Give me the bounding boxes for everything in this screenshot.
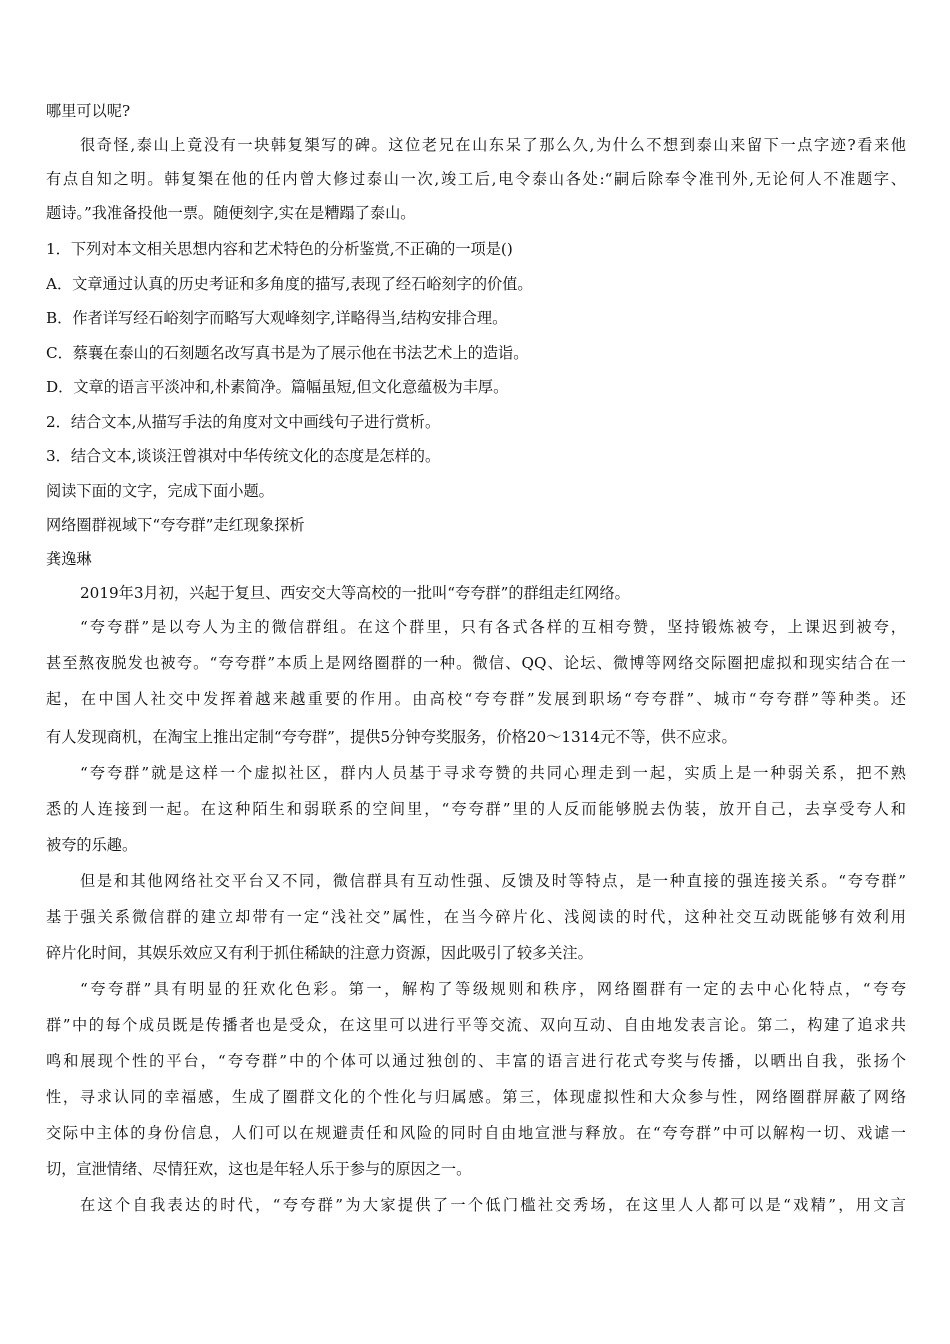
text-line: 有人发现商机，在淘宝上推出定制“夸夸群”，提供5分钟夸奖服务，价格20～1314元不等，供不应求。 (46, 728, 737, 746)
text-line: 题诗。”我准备投他一票。随便刻字,实在是糟蹋了泰山。 (46, 204, 416, 222)
text-line: 切，宣泄情绪、尽情狂欢，这也是年轻人乐于参与的原因之一。 (46, 1160, 472, 1178)
text-line: “夸夸群”是以夸人为主的微信群组。在这个群里，只有各式各样的互相夸赞，坚持锻炼被夸，上课迟到被夸， (80, 618, 906, 636)
question-stem: 1．下列对本文相关思想内容和艺术特色的分析鉴赏,不正确的一项是() (46, 240, 513, 258)
text-line: 悉的人连接到一起。在这种陌生和弱联系的空间里，“夸夸群”里的人反而能够脱去伪装，放开自己，去享受夸人和 (46, 800, 906, 818)
text-line: 交际中主体的身份信息，人们可以在规避责任和风险的同时自由地宣泄与释放。在“夸夸群”中可以解构一切、戏谑一 (46, 1124, 906, 1142)
option-d: D．文章的语言平淡冲和,朴素简净。篇幅虽短,但文化意蕴极为丰厚。 (46, 378, 509, 396)
text-line: “夸夸群”就是这样一个虚拟社区，群内人员基于寻求夸赞的共同心理走到一起，实质上是一种弱关系，把不熟 (80, 764, 906, 782)
question-2: 2．结合文本,从描写手法的角度对文中画线句子进行赏析。 (46, 413, 441, 431)
text-line: 群”中的每个成员既是传播者也是受众，在这里可以进行平等交流、双向互动、自由地发表言论。第二，构建了追求共 (46, 1016, 906, 1034)
option-c: C．蔡襄在泰山的石刻题名改写真书是为了展示他在书法艺术上的造诣。 (46, 344, 529, 362)
article-title: 网络圈群视域下“夸夸群”走红现象探析 (46, 516, 305, 534)
text-line: 起，在中国人社交中发挥着越来越重要的作用。由高校“夸夸群”发展到职场“夸夸群”、城市“夸夸群”等种类。还 (46, 690, 906, 708)
text-line: 2019年3月初，兴起于复旦、西安交大等高校的一批叫“夸夸群”的群组走红网络。 (80, 584, 630, 602)
text-line: 被夸的乐趣。 (46, 836, 138, 854)
article-author: 龚逸琳 (46, 550, 92, 568)
instruction: 阅读下面的文字，完成下面小题。 (46, 482, 274, 500)
text-line: 哪里可以呢? (46, 102, 131, 120)
text-line: 但是和其他网络社交平台又不同，微信群具有互动性强、反馈及时等特点，是一种直接的强连接关系。“夸夸群” (80, 872, 906, 890)
option-a: A．文章通过认真的历史考证和多角度的描写,表现了经石峪刻字的价值。 (46, 275, 533, 293)
text-line: “夸夸群”具有明显的狂欢化色彩。第一，解构了等级规则和秩序，网络圈群有一定的去中心化特点，“夸夸 (80, 980, 906, 998)
text-line: 很奇怪,泰山上竟没有一块韩复榘写的碑。这位老兄在山东呆了那么久,为什么不想到泰山来留下一点字迹?看来他 (80, 136, 906, 154)
option-b: B．作者详写经石峪刻字而略写大观峰刻字,详略得当,结构安排合理。 (46, 309, 508, 327)
text-line: 鸣和展现个性的平台，“夸夸群”中的个体可以通过独创的、丰富的语言进行花式夸奖与传播，以晒出自我，张扬个 (46, 1052, 906, 1070)
text-line: 甚至熬夜脱发也被夸。“夸夸群”本质上是网络圈群的一种。微信、QQ、论坛、微博等网络交际圈把虚拟和现实结合在一 (46, 654, 906, 672)
text-line: 碎片化时间，其娱乐效应又有利于抓住稀缺的注意力资源，因此吸引了较多关注。 (46, 944, 593, 962)
text-line: 基于强关系微信群的建立却带有一定“浅社交”属性，在当今碎片化、浅阅读的时代，这种社交互动既能够有效利用 (46, 908, 906, 926)
question-3: 3．结合文本,谈谈汪曾祺对中华传统文化的态度是怎样的。 (46, 447, 441, 465)
text-line: 性，寻求认同的幸福感，生成了圈群文化的个性化与归属感。第三，体现虚拟性和大众参与性，网络圈群屏蔽了网络 (46, 1088, 906, 1106)
text-line: 在这个自我表达的时代，“夸夸群”为大家提供了一个低门槛社交秀场，在这里人人都可以是“戏精”，用文言 (80, 1196, 906, 1214)
text-line: 有点自知之明。韩复榘在他的任内曾大修过泰山一次,竣工后,电令泰山各处:“嗣后除奉令准刊外,无论何人不准题字、 (46, 170, 906, 188)
